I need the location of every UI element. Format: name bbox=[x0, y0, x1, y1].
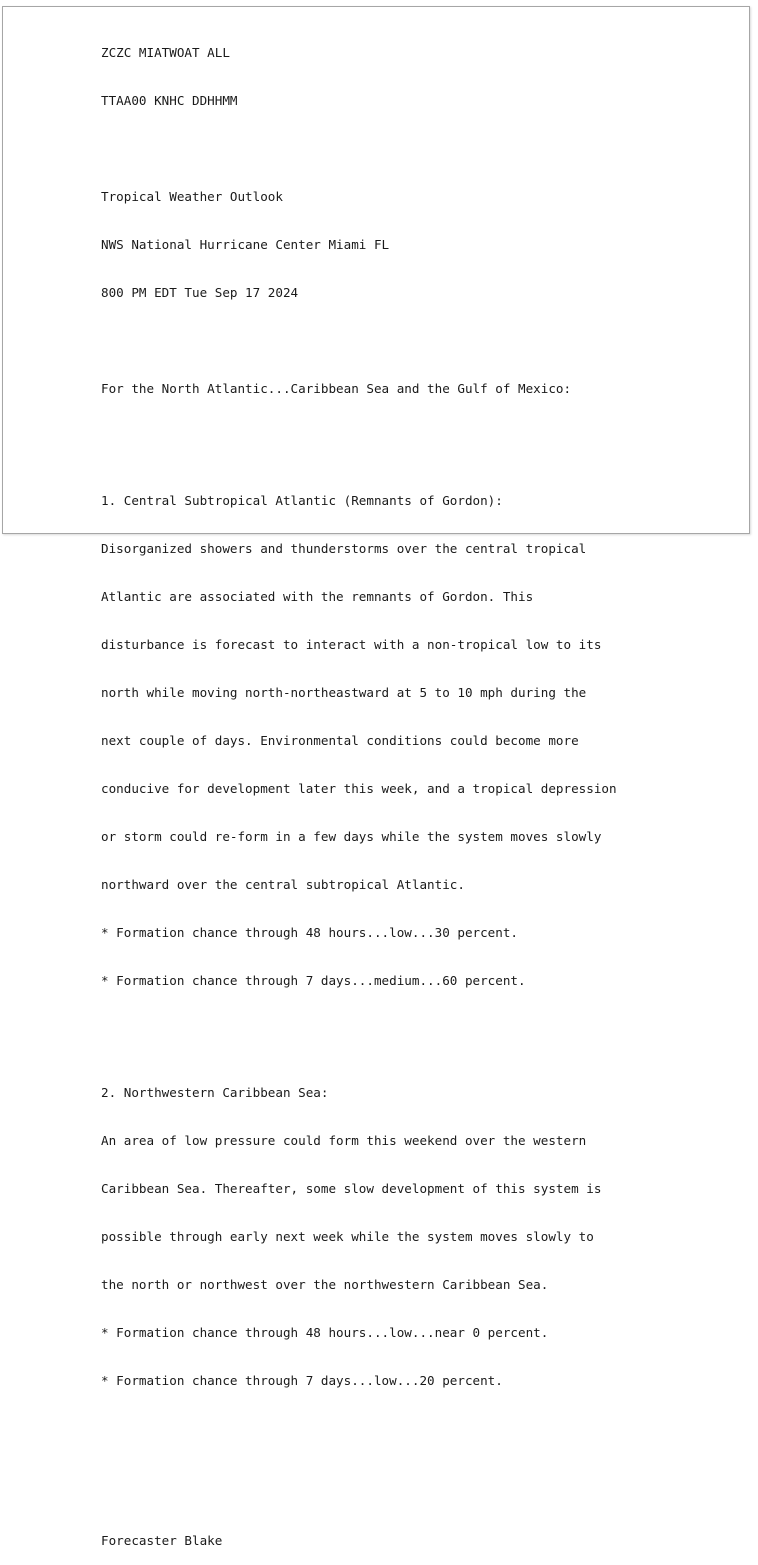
system-1-heading: 1. Central Subtropical Atlantic (Remnants of Gordon): bbox=[101, 493, 503, 508]
system-2-chance-48h: * Formation chance through 48 hours...low...near 0 percent. bbox=[101, 1325, 549, 1340]
system-2-heading: 2. Northwestern Caribbean Sea: bbox=[101, 1085, 329, 1100]
system-1-text-line: disturbance is forecast to interact with a non-tropical low to its bbox=[101, 637, 602, 652]
system-1-text-line: conducive for development later this week, and a tropical depression bbox=[101, 781, 617, 796]
blank-line bbox=[101, 1421, 617, 1437]
system-2-text-line: Caribbean Sea. Thereafter, some slow development of this system is bbox=[101, 1181, 602, 1196]
system-1-text-line: northward over the central subtropical Atlantic. bbox=[101, 877, 465, 892]
outlook-text bbox=[101, 13, 617, 1565]
system-1-text-line: next couple of days. Environmental conditions could become more bbox=[101, 733, 579, 748]
product-title: Tropical Weather Outlook bbox=[101, 189, 283, 204]
blank-line bbox=[101, 141, 617, 157]
wmo-header-line-2: TTAA00 KNHC DDHHMM bbox=[101, 93, 238, 108]
system-1-text-line: Disorganized showers and thunderstorms over the central tropical bbox=[101, 541, 587, 556]
issue-time: 800 PM EDT Tue Sep 17 2024 bbox=[101, 285, 299, 300]
system-1-text-line: or storm could re-form in a few days while the system moves slowly bbox=[101, 829, 602, 844]
system-2-text-line: An area of low pressure could form this weekend over the western bbox=[101, 1133, 587, 1148]
blank-line bbox=[101, 333, 617, 349]
system-2-chance-7d: * Formation chance through 7 days...low...20 percent. bbox=[101, 1373, 503, 1388]
wmo-header-line-1: ZCZC MIATWOAT ALL bbox=[101, 45, 230, 60]
forecaster-signature: Forecaster Blake bbox=[101, 1533, 223, 1548]
system-1-chance-7d: * Formation chance through 7 days...medium...60 percent. bbox=[101, 973, 526, 988]
blank-line bbox=[101, 1021, 617, 1037]
system-1-chance-48h: * Formation chance through 48 hours...low...30 percent. bbox=[101, 925, 519, 940]
issuing-office: NWS National Hurricane Center Miami FL bbox=[101, 237, 390, 252]
system-1-text-line: Atlantic are associated with the remnants of Gordon. This bbox=[101, 589, 534, 604]
blank-line bbox=[101, 1469, 617, 1485]
blank-line bbox=[101, 429, 617, 445]
scope-line: For the North Atlantic...Caribbean Sea and the Gulf of Mexico: bbox=[101, 381, 572, 396]
system-2-text-line: the north or northwest over the northwestern Caribbean Sea. bbox=[101, 1277, 549, 1292]
system-2-text-line: possible through early next week while the system moves slowly to bbox=[101, 1229, 594, 1244]
system-1-text-line: north while moving north-northeastward at 5 to 10 mph during the bbox=[101, 685, 587, 700]
